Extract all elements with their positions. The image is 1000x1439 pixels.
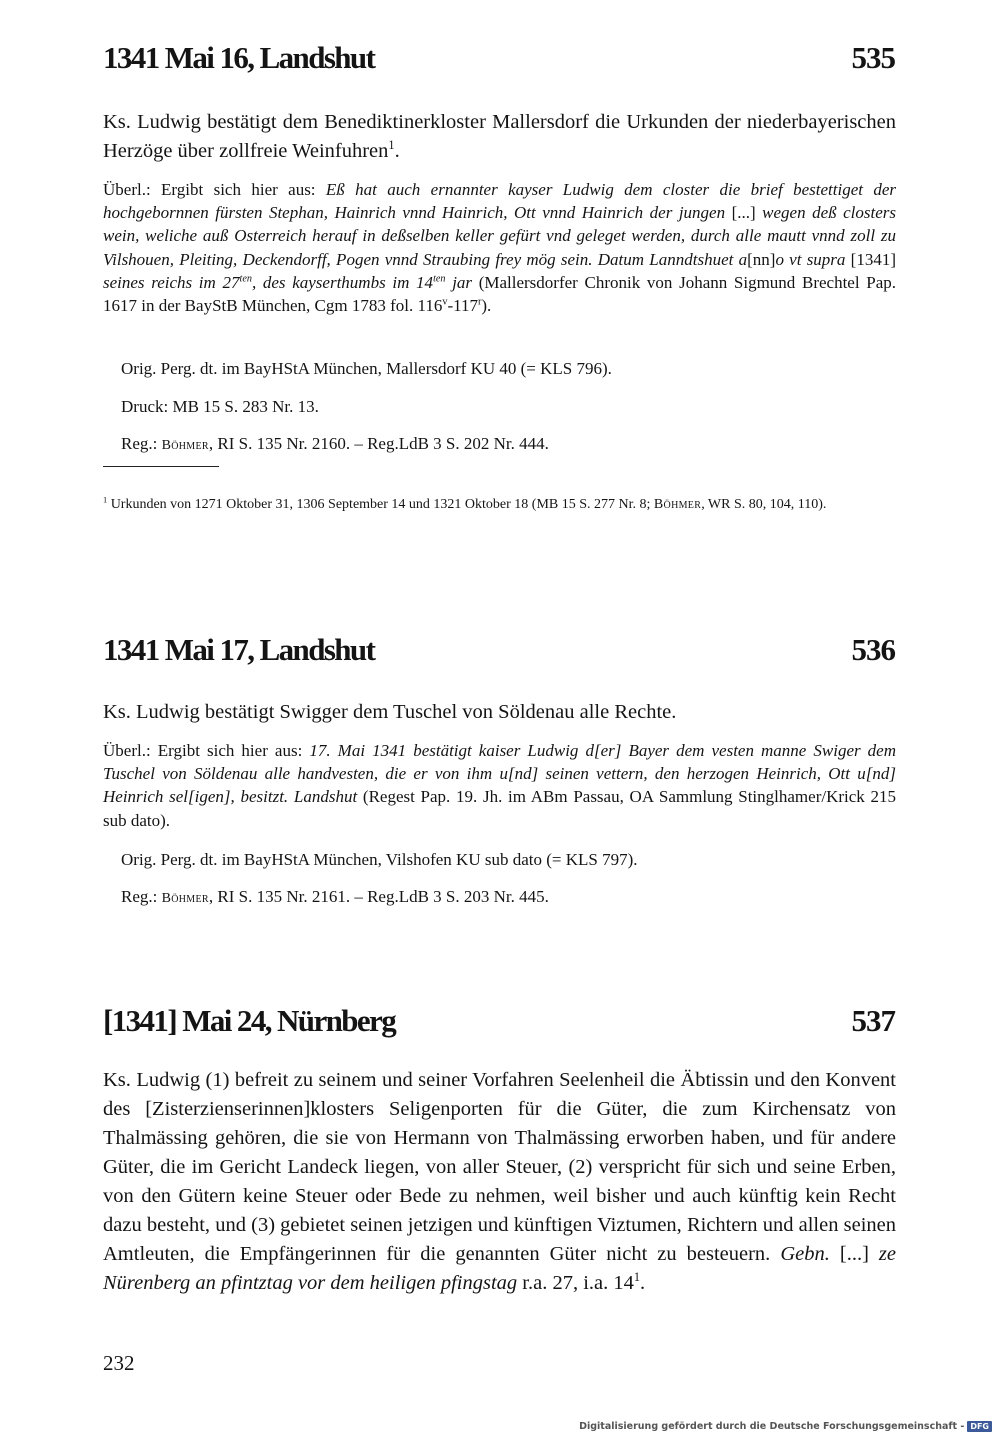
original-record: Orig. Perg. dt. im BayHStA München, Mallersdorf KU 40 (= KLS 796). bbox=[121, 359, 612, 378]
regest-label: Reg.: bbox=[121, 887, 162, 906]
print-record: Druck: MB 15 S. 283 Nr. 13. bbox=[121, 397, 319, 416]
original-record: Orig. Perg. dt. im BayHStA München, Vilshofen KU sub dato (= KLS 797). bbox=[121, 850, 638, 869]
superscript: ten bbox=[433, 273, 446, 285]
quote-text: Bayer dem vesten manne Swiger dem Tuschel von Söldenau alle handvesten, die er von ihm u bbox=[103, 741, 897, 784]
editorial-bracket: [igen] bbox=[188, 787, 231, 807]
quote-text: Gebn. bbox=[780, 1243, 840, 1265]
quote-text: , des kayserthumbs im 14 bbox=[251, 272, 434, 292]
summary-end: . bbox=[394, 140, 400, 162]
author-smallcaps: Böhmer bbox=[161, 891, 209, 906]
editorial-bracket: [1341] bbox=[850, 249, 896, 269]
entry-heading bbox=[103, 632, 895, 668]
quote-text: wegen deß closters wein, weliche auß Osterreich herauf in deßselben keller gefürt vnd geleget werden, durch alle mautt vnnd zoll zu Vilshouen, Pleiting, Deckendorff, Pogen vnnd Straubing frey mög sein. Datum Lanndtshuet a bbox=[103, 203, 897, 269]
entry-summary bbox=[103, 1066, 896, 1298]
quote-text: Eß hat auch ernannter kayser Ludwig dem closter die brief bestettiget der hochgebornnen fürsten Stephan, Hainrich vnnd Hainrich, Ott vnnd Hainrich der jungen bbox=[103, 180, 897, 223]
quote-text: seinen vettern, den herzogen Heinrich, Ott u bbox=[538, 764, 866, 784]
quote-text: jar bbox=[445, 272, 473, 292]
footnote-ref[interactable]: 1 bbox=[388, 138, 395, 153]
transmission-note bbox=[103, 178, 896, 317]
transmission-label: Überl.: Ergibt sich hier aus: bbox=[103, 180, 326, 199]
superscript: r bbox=[477, 296, 482, 308]
superscript: ten bbox=[239, 273, 252, 285]
entry-summary bbox=[103, 108, 896, 166]
source-citation: ). bbox=[481, 296, 492, 316]
quote-text: Heinrich sel bbox=[103, 787, 189, 807]
regest-record bbox=[121, 432, 549, 457]
omission: [...] bbox=[731, 203, 763, 223]
entry-heading bbox=[103, 1003, 895, 1039]
regest-text: , RI S. 135 Nr. 2161. – Reg.LdB 3 S. 203 Nr. 445. bbox=[208, 887, 549, 906]
footnote-text: Urkunden von 1271 Oktober 31, 1306 September 14 und 1321 Oktober 18 (MB 15 S. 277 Nr. 8; bbox=[107, 497, 654, 512]
entry-summary: Ks. Ludwig bestätigt Swigger dem Tuschel von Söldenau alle Rechte. bbox=[103, 701, 677, 723]
transmission-label: Überl.: Ergibt sich hier aus: bbox=[103, 741, 310, 760]
entry-date-place: 1341 Mai 17, Landshut bbox=[103, 632, 375, 667]
entry-number: 535 bbox=[851, 40, 895, 75]
regest-record bbox=[121, 885, 549, 910]
page-number: 232 bbox=[103, 1351, 135, 1375]
footnote bbox=[103, 494, 896, 516]
regest-label: Reg.: bbox=[121, 434, 162, 453]
funding-credit-text: Digitalisierung gefördert durch die Deutsche Forschungsgemeinschaft - bbox=[579, 1421, 965, 1432]
editorial-bracket: [nn] bbox=[747, 249, 776, 269]
funding-credit bbox=[579, 1421, 992, 1432]
quote-text: , besitzt. Landshut bbox=[230, 787, 358, 807]
entry-number: 537 bbox=[851, 1003, 895, 1038]
editorial-bracket: [er] bbox=[593, 741, 622, 760]
source-citation: -117 bbox=[447, 296, 478, 316]
transmission-note bbox=[103, 739, 896, 832]
entry-date-place: 1341 Mai 16, Landshut bbox=[103, 40, 375, 75]
summary-end: . bbox=[640, 1272, 646, 1294]
summary-text: r.a. 27, i.a. 14 bbox=[517, 1272, 634, 1294]
superscript: v bbox=[442, 296, 448, 308]
summary-text: Ks. Ludwig (1) befreit zu seinem und seiner Vorfahren Seelenheil die Äbtissin und den Konvent des [Zisterzienserinnen]klosters Seligenporten für die Güter, die zum Kirchensatz von Thalmässing gehören, die sie von Hermann von Thalmässing erworben haben, und für andere Güter, die im Gericht Landeck liegen, von aller Steuer, (2) verspricht für sich und seine Erben, von den Gütern keine Steuer oder Bede zu nehmen, weil bisher und auch künftig kein Recht dazu besteht, und (3) gebietet seinen jetzigen und künftigen Viztumen, Richtern und allen seinen Amtleuten, die Empfängerinnen für die genannten Güter nicht zu besteuern. bbox=[103, 1069, 896, 1265]
footnote-mark: 1 bbox=[103, 495, 108, 505]
author-smallcaps: Böhmer bbox=[161, 438, 209, 453]
entry-number: 536 bbox=[851, 632, 895, 667]
footnote-ref[interactable]: 1 bbox=[633, 1270, 641, 1285]
omission: [...] bbox=[839, 1243, 879, 1265]
source-citation: (Mallersdorfer Chronik von Johann Sigmund Brechtel Pap. 1617 in der BayStB München, Cgm 1783 fol. 116 bbox=[103, 272, 896, 316]
dfg-logo: DFG bbox=[967, 1421, 992, 1432]
regest-text: , RI S. 135 Nr. 2160. – Reg.LdB 3 S. 202 Nr. 444. bbox=[208, 434, 549, 453]
editorial-bracket: [nd] bbox=[507, 764, 539, 784]
entry-heading bbox=[103, 40, 895, 76]
source-citation: (Regest Pap. 19. Jh. im ABm Passau, OA Sammlung Stinglhamer/Krick 215 sub dato). bbox=[103, 787, 896, 830]
author-smallcaps: Böhmer bbox=[653, 497, 702, 512]
footnote-text: , WR S. 80, 104, 110). bbox=[701, 497, 827, 512]
summary-text: Ks. Ludwig bestätigt dem Benediktinerkloster Mallersdorf die Urkunden der niederbayerischen Herzöge über zollfreie Weinfuhren bbox=[103, 111, 896, 162]
editorial-bracket: [nd] bbox=[865, 764, 897, 784]
footnote-divider bbox=[103, 466, 219, 467]
quote-text: o vt supra bbox=[775, 249, 851, 269]
quote-text: seines reichs im 27 bbox=[103, 272, 240, 292]
quote-text: ze Nürenberg an pfintztag vor dem heiligen pfingstag bbox=[103, 1243, 896, 1294]
entry-date-place: [1341] Mai 24, Nürnberg bbox=[103, 1003, 396, 1038]
quote-text: 17. Mai 1341 bestätigt kaiser Ludwig d bbox=[309, 741, 594, 760]
